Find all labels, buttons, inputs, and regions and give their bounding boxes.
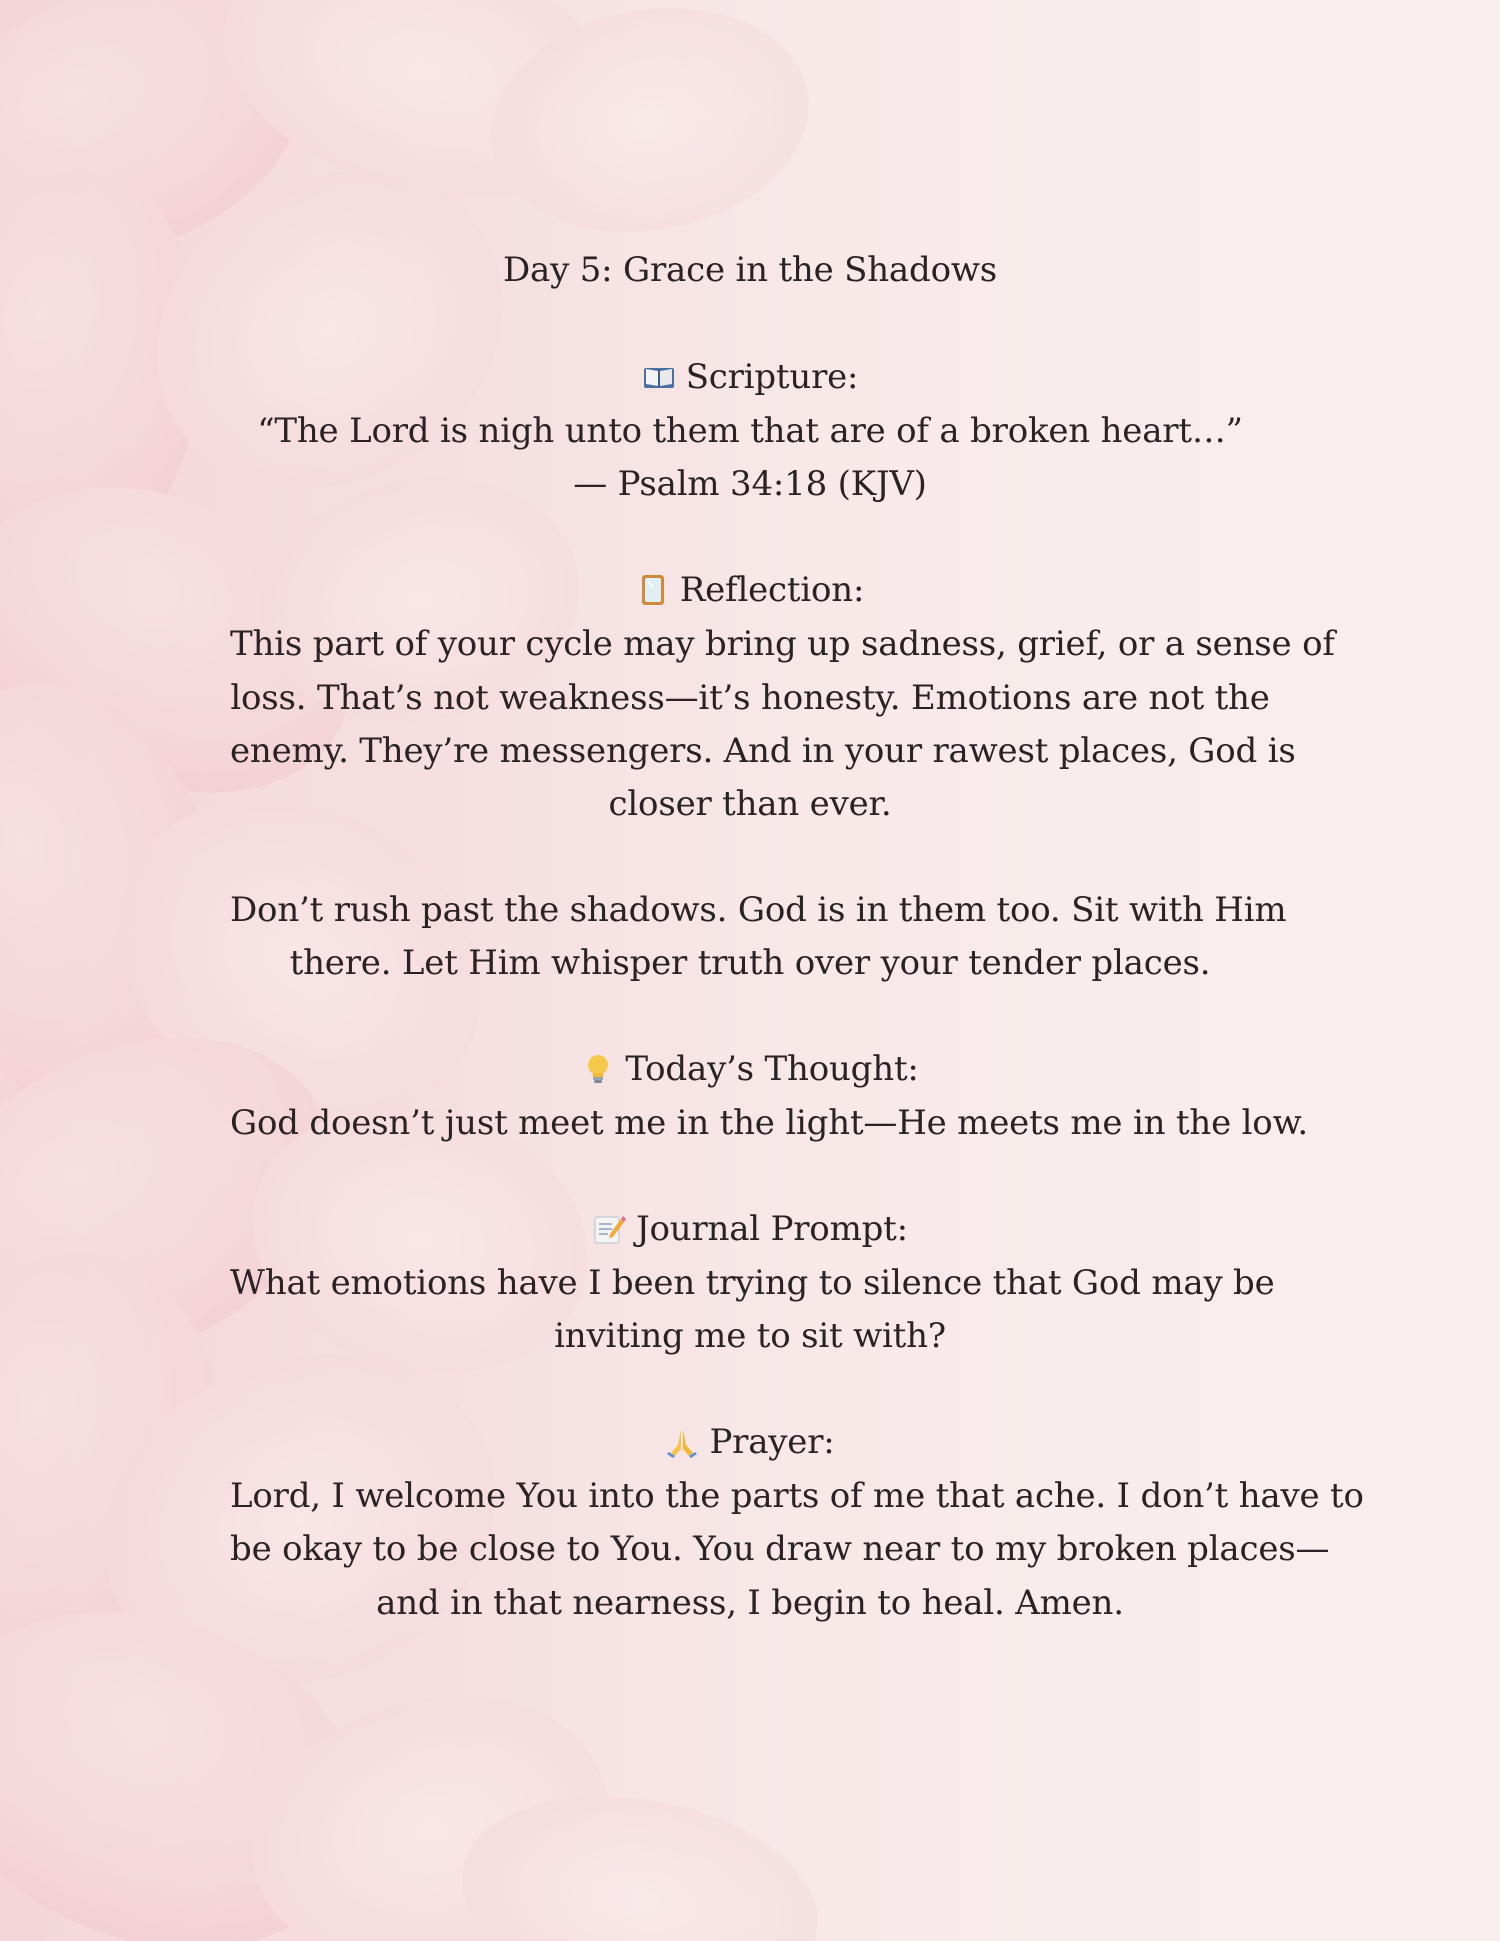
journal-line: inviting me to sit with? xyxy=(554,1316,946,1356)
reflection-line: there. Let Him whisper truth over your tender places. xyxy=(289,943,1211,983)
reflection-line: This part of your cycle may bring up sadness, grief, or a sense of xyxy=(230,624,1335,664)
scripture-heading: Scripture: xyxy=(685,357,859,397)
reflection-line: loss. That’s not weakness—it’s honesty. Emotions are not the xyxy=(230,678,1270,718)
light-bulb-icon xyxy=(581,1052,615,1086)
thought-heading: Today’s Thought: xyxy=(625,1049,919,1089)
open-book-icon xyxy=(642,360,676,394)
thought-heading-row xyxy=(230,1042,1270,1102)
prayer-line: and in that nearness, I begin to heal. Amen. xyxy=(376,1583,1124,1623)
reflection-line: Don’t rush past the shadows. God is in them too. Sit with Him xyxy=(230,890,1287,930)
journal-heading-row xyxy=(230,1202,1270,1262)
memo-pencil-icon xyxy=(592,1212,626,1246)
scripture-heading-row xyxy=(230,350,1270,410)
reflection-heading-row xyxy=(230,563,1270,623)
thought-text: God doesn’t just meet me in the light—He meets me in the low. xyxy=(230,1103,1309,1143)
prayer-line: Lord, I welcome You into the parts of me that ache. I don’t have to xyxy=(230,1476,1364,1516)
journal-heading: Journal Prompt: xyxy=(636,1209,908,1249)
prayer-heading-row xyxy=(230,1415,1270,1475)
reflection-line: closer than ever. xyxy=(608,784,892,824)
scripture-verse: “The Lord is nigh unto them that are of a broken heart…” xyxy=(257,411,1243,451)
reflection-line: enemy. They’re messengers. And in your rawest places, God is xyxy=(230,731,1296,771)
reflection-heading: Reflection: xyxy=(679,570,865,610)
mirror-icon xyxy=(636,573,670,607)
scripture-reference: — Psalm 34:18 (KJV) xyxy=(573,464,927,504)
praying-hands-icon xyxy=(665,1425,699,1459)
prayer-line: be okay to be close to You. You draw near to my broken places— xyxy=(230,1529,1330,1569)
journal-line: What emotions have I been trying to silence that God may be xyxy=(230,1263,1275,1303)
page-title: Day 5: Grace in the Shadows xyxy=(502,250,997,290)
prayer-heading: Prayer: xyxy=(709,1422,835,1462)
